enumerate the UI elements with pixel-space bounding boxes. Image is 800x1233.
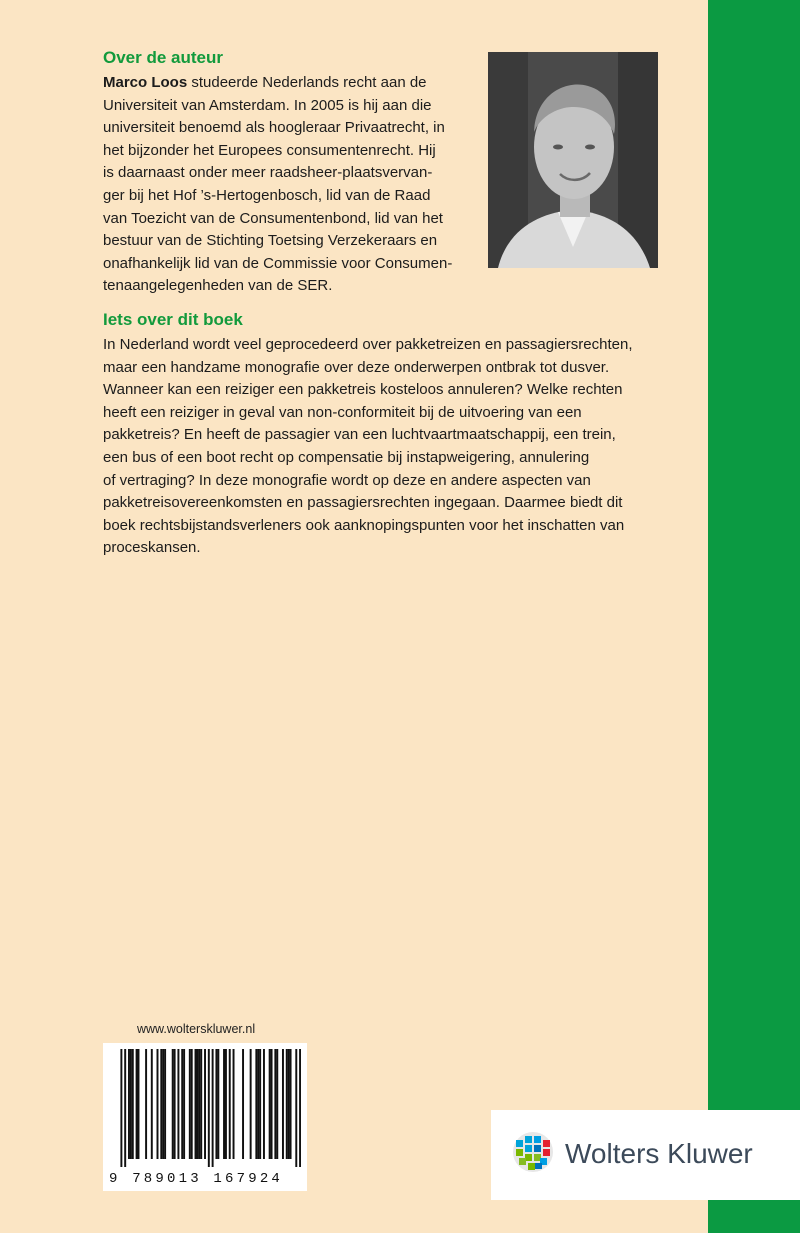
publisher-logo (491, 1110, 800, 1200)
barcode-bar (160, 1049, 162, 1159)
barcode-bar (269, 1049, 271, 1159)
author-bio-line: bestuur van de Stichting Toetsing Verzekeraars en (103, 232, 438, 250)
author-bio-first-line-rest: studeerde Nederlands recht aan de (187, 74, 427, 91)
author-section-title: Over de auteur (103, 48, 223, 67)
barcode-bar (145, 1049, 147, 1159)
book-description-line: maar een handzame monografie over deze onderwerpen ontbrak tot dusver. (103, 358, 610, 376)
author-bio-line: het bijzonder het Europees consumentenrecht. Hij (103, 141, 436, 159)
barcode-bar (172, 1049, 174, 1159)
book-description-line: pakketreisovereenkomsten en passagiersrechten ingegaan. Daarmee biedt dit (103, 494, 623, 512)
barcode-bar (290, 1049, 292, 1159)
barcode-bar (191, 1049, 193, 1159)
barcode-bar (157, 1049, 159, 1159)
author-bio-line: van Toezicht van de Consumentenbond, lid van het (103, 209, 443, 227)
barcode-bar (263, 1049, 265, 1159)
book-description-line: of vertraging? In deze monografie wordt op deze en andere aspecten van (103, 471, 591, 489)
barcode-bar (223, 1049, 225, 1159)
barcode-bar (183, 1049, 185, 1159)
barcode-bar (196, 1049, 198, 1159)
barcode-bar (164, 1049, 166, 1159)
book-description (103, 334, 658, 560)
book-description-line: In Nederland wordt veel geprocedeerd over pakketreizen en passagiersrechten, (103, 336, 633, 353)
book-section-title: Iets over dit boek (103, 310, 243, 329)
barcode-bar (242, 1049, 244, 1159)
author-bio (103, 72, 473, 298)
book-description-line: proceskansen. (103, 539, 201, 557)
barcode-bar (271, 1049, 273, 1159)
barcode-bar (274, 1049, 276, 1159)
barcode-bar (189, 1049, 191, 1159)
book-description-line: heeft een reiziger in geval van non-conformiteit bij de uitvoering van een (103, 403, 582, 421)
barcode-bar (288, 1049, 290, 1159)
author-photo-illustration (488, 52, 658, 268)
wolters-kluwer-globe-icon (511, 1130, 555, 1174)
author-bio-first-line (103, 72, 473, 95)
barcode-bar (215, 1049, 217, 1159)
barcode-bar (276, 1049, 278, 1159)
author-bio-line: Universiteit van Amsterdam. In 2005 is hij aan die (103, 96, 432, 114)
barcode-bar (132, 1049, 134, 1159)
barcode-bar (250, 1049, 252, 1159)
barcode-bar (151, 1049, 153, 1159)
barcode-bar (212, 1049, 214, 1167)
barcode-bar (208, 1049, 210, 1167)
author-bio-line: is daarnaast onder meer raadsheer-plaatsvervan- (103, 164, 433, 182)
barcode-bar (136, 1049, 138, 1159)
author-photo (488, 52, 658, 268)
barcode-bar (200, 1049, 202, 1159)
author-bio-line: universiteit benoemd als hoogleraar Privaatrecht, in (103, 119, 445, 137)
barcode-bar (138, 1049, 140, 1159)
barcode-bar (130, 1049, 132, 1159)
book-description-line: pakketreis? En heeft de passagier van een luchtvaartmaatschappij, een trein, (103, 426, 616, 444)
barcode-bar (295, 1049, 297, 1167)
barcode-bar (162, 1049, 164, 1159)
publisher-website[interactable]: www.wolterskluwer.nl (137, 1022, 256, 1036)
barcode-bar (128, 1049, 130, 1159)
book-description-line: boek rechtsbijstandsverleners ook aanknopingspunten voor het inschatten van (103, 516, 625, 534)
barcode-bar (198, 1049, 200, 1159)
barcode-bar (195, 1049, 197, 1159)
barcode-bar (204, 1049, 206, 1159)
barcode-bar (174, 1049, 176, 1159)
book-description-line: een bus of een boot recht op compensatie bij instapweigering, annulering (103, 448, 590, 466)
barcode-bar (257, 1049, 259, 1159)
author-bio-line: tenaangelegenheden van de SER. (103, 277, 333, 295)
green-spine-stripe (708, 0, 800, 1233)
barcode-bar (120, 1049, 122, 1167)
barcode-bar (286, 1049, 288, 1159)
barcode-bar (255, 1049, 257, 1159)
barcode-bar (217, 1049, 219, 1159)
author-bio-line: ger bij het Hof ’s-Hertogenbosch, lid van de Raad (103, 186, 431, 204)
barcode-bar (229, 1049, 231, 1159)
barcode-bar (225, 1049, 227, 1159)
barcode-bar (299, 1049, 301, 1167)
isbn-barcode (103, 1043, 307, 1191)
barcode-bar (124, 1049, 126, 1167)
barcode-digits: 9 789013 167924 (109, 1171, 284, 1187)
book-description-line: Wanneer kan een reiziger een pakketreis kosteloos annuleren? Welke rechten (103, 381, 623, 399)
barcode-bar (259, 1049, 261, 1159)
publisher-name: Wolters Kluwer (565, 1138, 753, 1169)
barcode-bar (177, 1049, 179, 1159)
author-name: Marco Loos (103, 74, 188, 91)
barcode-icon (109, 1049, 301, 1167)
barcode-bar (233, 1049, 235, 1159)
barcode-bar (181, 1049, 183, 1159)
author-bio-line: onafhankelijk lid van de Commissie voor Consumen- (103, 254, 453, 272)
barcode-bar (282, 1049, 284, 1159)
